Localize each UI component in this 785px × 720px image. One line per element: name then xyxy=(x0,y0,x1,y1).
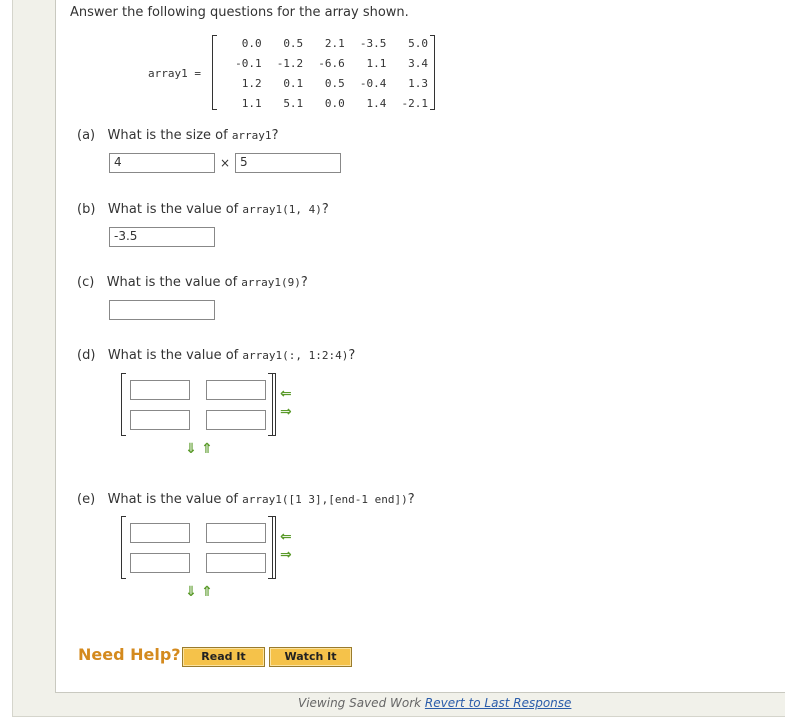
read-it-button[interactable]: Read It xyxy=(182,647,265,667)
matrix-cell: 1.2 xyxy=(241,77,262,90)
matrix-cell: 5.1 xyxy=(283,97,304,110)
array-name-label: array1 = xyxy=(148,67,201,80)
footer-status xyxy=(298,696,571,710)
matrix-row xyxy=(220,96,428,116)
question-e-text: What is the value of xyxy=(107,492,243,507)
matrix-cell: -6.6 xyxy=(318,57,345,70)
question-a-label xyxy=(77,128,278,143)
arrow-up-icon[interactable]: ⇑ xyxy=(201,584,213,600)
question-e-letter: (e) xyxy=(77,492,96,507)
matrix-cell: 2.1 xyxy=(324,37,345,50)
question-a-text: What is the size of xyxy=(107,128,232,143)
matrix-cell: 1.4 xyxy=(366,97,387,110)
matrix-cell: -3.5 xyxy=(359,37,387,50)
question-e-code: array1([1 3],[end-1 end]) xyxy=(242,493,408,506)
size-rows-input[interactable]: 4 xyxy=(109,153,215,173)
question-a-letter: (a) xyxy=(77,128,96,143)
matrix-cell: 0.5 xyxy=(324,77,345,90)
answer-e-cell-r2c1[interactable] xyxy=(130,553,190,573)
question-e-label xyxy=(77,492,415,507)
question-d-code: array1(:, 1:2:4) xyxy=(242,349,349,362)
arrow-right-icon[interactable]: ⇒ xyxy=(280,404,292,420)
matrix-cell: 0.1 xyxy=(283,77,304,90)
matrix-cell: -0.1 xyxy=(235,57,262,70)
matrix-cell: 0.0 xyxy=(324,97,345,110)
matrix-row xyxy=(220,36,428,56)
question-c-label xyxy=(77,275,308,290)
question-b-suffix: ? xyxy=(321,202,329,217)
answer-d-cell-r1c1[interactable] xyxy=(130,380,190,400)
answer-d-cell-r2c2[interactable] xyxy=(206,410,266,430)
answer-e-left-bracket xyxy=(121,516,126,579)
matrix-cell: -1.2 xyxy=(276,57,304,70)
question-a-code: array1 xyxy=(231,129,272,142)
answer-e-cell-r1c1[interactable] xyxy=(130,523,190,543)
matrix-cell: 5.0 xyxy=(408,37,428,50)
need-help-label: Need Help? xyxy=(78,645,181,664)
question-c-suffix: ? xyxy=(300,275,308,290)
matrix-row xyxy=(220,76,428,96)
matrix-left-bracket xyxy=(212,35,217,110)
instruction-text: Answer the following questions for the array shown. xyxy=(70,5,409,20)
arrow-left-icon[interactable]: ⇐ xyxy=(280,529,292,545)
arrow-left-icon[interactable]: ⇐ xyxy=(280,386,292,402)
arrow-down-icon[interactable]: ⇓ xyxy=(185,584,197,600)
answer-e-cell-r1c2[interactable] xyxy=(206,523,266,543)
answer-e-right-bracket-outer xyxy=(273,516,276,579)
arrow-right-icon[interactable]: ⇒ xyxy=(280,547,292,563)
answer-e-cell-r2c2[interactable] xyxy=(206,553,266,573)
question-d-text: What is the value of xyxy=(107,348,243,363)
question-b-letter: (b) xyxy=(77,202,96,217)
arrow-up-icon[interactable]: ⇑ xyxy=(201,441,213,457)
answer-d-right-bracket-outer xyxy=(273,373,276,436)
question-c-code: array1(9) xyxy=(241,276,301,289)
footer-text: Viewing Saved Work xyxy=(298,696,425,710)
revert-link[interactable]: Revert to Last Response xyxy=(424,696,572,710)
matrix-cell: 1.1 xyxy=(241,97,262,110)
array-matrix xyxy=(220,36,428,116)
question-c-text: What is the value of xyxy=(106,275,242,290)
size-cols-input[interactable]: 5 xyxy=(235,153,341,173)
question-a-suffix: ? xyxy=(271,128,279,143)
matrix-cell: -2.1 xyxy=(401,97,428,110)
question-b-code: array1(1, 4) xyxy=(242,203,322,216)
value-c-input[interactable] xyxy=(109,300,215,320)
question-d-suffix: ? xyxy=(348,348,356,363)
watch-it-button[interactable]: Watch It xyxy=(269,647,352,667)
value-b-input[interactable]: -3.5 xyxy=(109,227,215,247)
answer-d-left-bracket xyxy=(121,373,126,436)
answer-d-cell-r2c1[interactable] xyxy=(130,410,190,430)
matrix-cell: -0.4 xyxy=(359,77,387,90)
question-e-suffix: ? xyxy=(407,492,415,507)
matrix-cell: 3.4 xyxy=(408,57,428,70)
answer-d-cell-r1c2[interactable] xyxy=(206,380,266,400)
matrix-cell: 0.5 xyxy=(283,37,304,50)
question-b-text: What is the value of xyxy=(107,202,243,217)
arrow-down-icon[interactable]: ⇓ xyxy=(185,441,197,457)
question-c-letter: (c) xyxy=(77,275,95,290)
question-d-label xyxy=(77,348,355,363)
matrix-right-bracket xyxy=(430,35,435,110)
matrix-cell: 1.3 xyxy=(408,77,428,90)
matrix-cell: 0.0 xyxy=(241,37,262,50)
times-symbol: × xyxy=(220,156,231,170)
question-b-label xyxy=(77,202,329,217)
matrix-row xyxy=(220,56,428,76)
matrix-cell: 1.1 xyxy=(366,57,387,70)
question-d-letter: (d) xyxy=(77,348,96,363)
